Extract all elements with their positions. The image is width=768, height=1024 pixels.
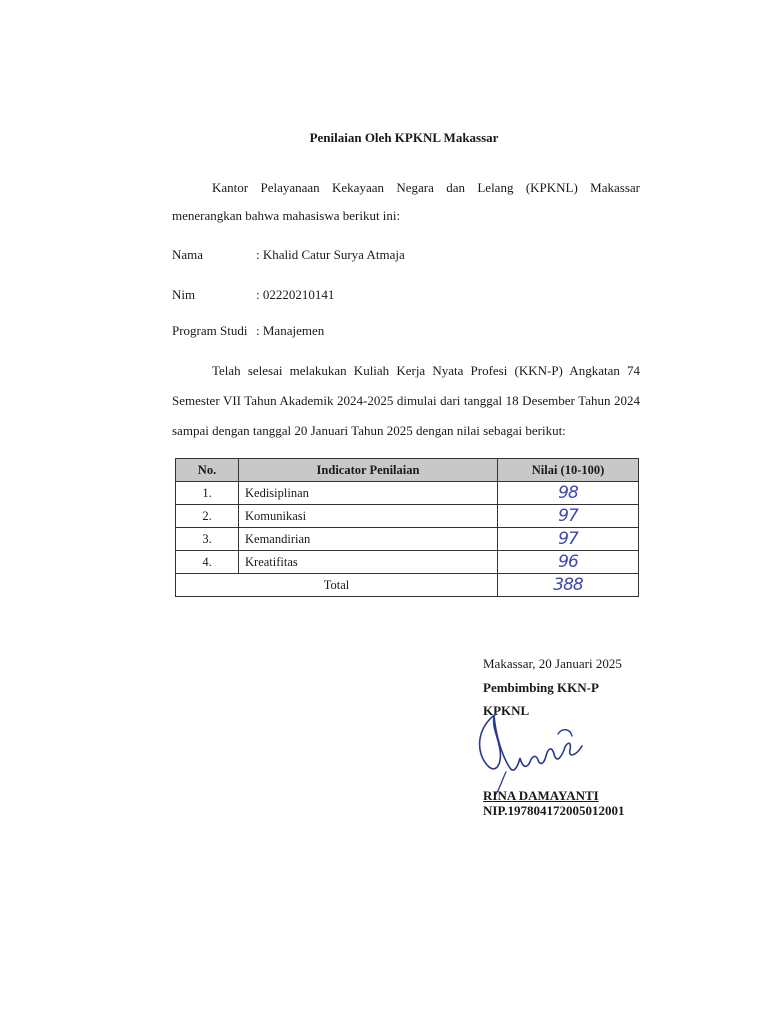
field-nama [172, 247, 405, 263]
field-prodi-value: : Manajemen [256, 323, 325, 338]
row-no: 4. [176, 551, 239, 574]
field-nama-value: : Khalid Catur Surya Atmaja [256, 247, 405, 262]
signature-org: KPKNL [483, 703, 530, 718]
total-label: Total [176, 574, 498, 597]
table-row [176, 528, 639, 551]
table-row [176, 505, 639, 528]
field-nim [172, 287, 334, 303]
header-indicator: Indicator Penilaian [239, 459, 498, 482]
table-row [176, 551, 639, 574]
row-indicator: Kemandirian [239, 528, 498, 551]
signature-place-date: Makassar, 20 Januari 2025 [483, 656, 622, 671]
field-prodi-label: Program Studi [172, 323, 248, 338]
row-no: 1. [176, 482, 239, 505]
table-total-row [176, 574, 639, 597]
body-paragraph-line-2: Semester VII Tahun Akademik 2024-2025 dimulai dari tanggal 18 Desember Tahun 2024 [172, 393, 640, 408]
row-indicator: Kreatifitas [239, 551, 498, 574]
body-paragraph-line-3: sampai dengan tanggal 20 Januari Tahun 2025 dengan nilai sebagai berikut: [172, 423, 566, 438]
row-value: 96 [498, 551, 639, 574]
row-indicator: Kedisiplinan [239, 482, 498, 505]
row-no: 2. [176, 505, 239, 528]
field-nama-label: Nama [172, 247, 204, 262]
row-no: 3. [176, 528, 239, 551]
signature-nip: NIP.197804172005012001 [483, 803, 625, 818]
field-nim-value: : 02220210141 [256, 287, 335, 302]
intro-paragraph-line-1: Kantor Pelayanaan Kekayaan Negara dan Lelang (KPKNL) Makassar [212, 180, 640, 195]
table-row [176, 482, 639, 505]
header-value: Nilai (10-100) [498, 459, 639, 482]
row-indicator: Komunikasi [239, 505, 498, 528]
body-paragraph-line-1: Telah selesai melakukan Kuliah Kerja Nyata Profesi (KKN-P) Angkatan 74 [212, 363, 640, 378]
handwritten-signature [466, 706, 606, 796]
signature-name: RINA DAMAYANTI [483, 788, 599, 803]
field-program-studi [172, 323, 324, 339]
intro-paragraph-line-2: menerangkan bahwa mahasiswa berikut ini: [172, 208, 401, 223]
score-table [175, 458, 639, 597]
total-value: 388 [498, 574, 639, 597]
document-title: Penilaian Oleh KPKNL Makassar [309, 130, 499, 145]
field-nim-label: Nim [172, 287, 196, 302]
row-value: 97 [498, 528, 639, 551]
signature-role: Pembimbing KKN-P [483, 680, 599, 695]
row-value: 98 [498, 482, 639, 505]
table-header-row [176, 459, 639, 482]
header-no: No. [176, 459, 239, 482]
row-value: 97 [498, 505, 639, 528]
